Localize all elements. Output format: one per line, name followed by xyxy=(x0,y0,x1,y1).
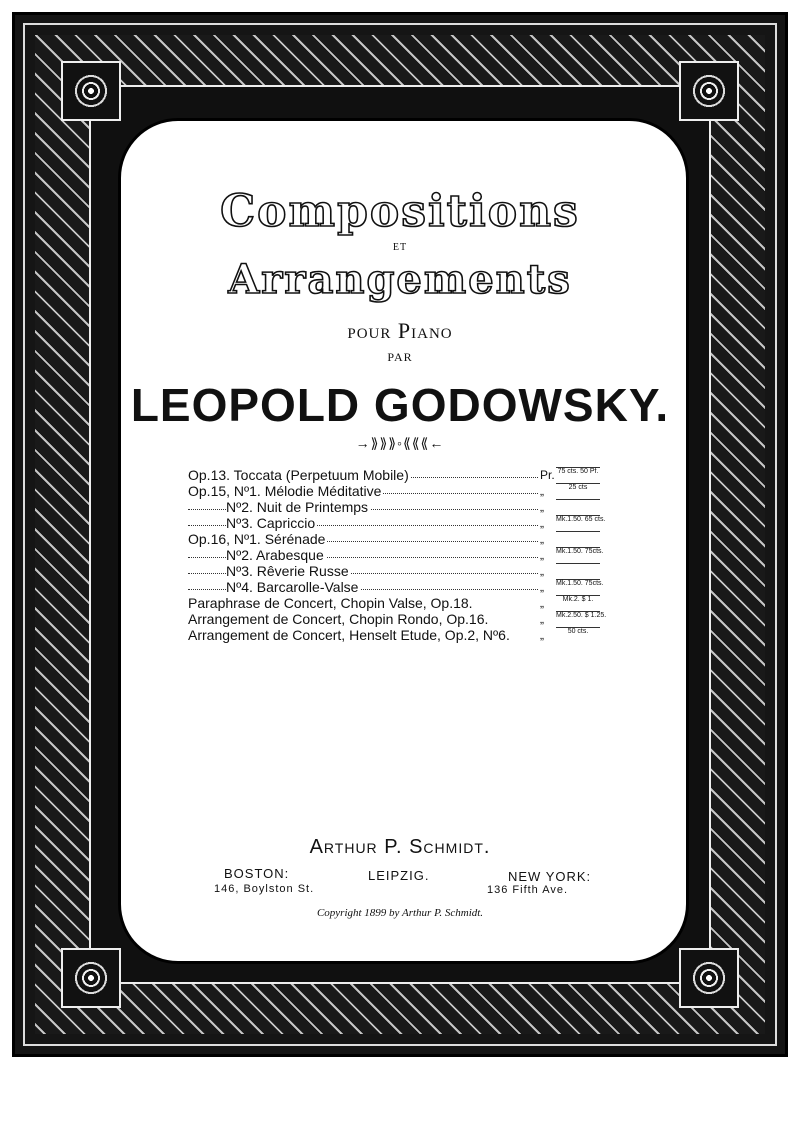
publisher-name: Arthur P. Schmidt. xyxy=(309,836,491,858)
list-item: Op.16, Nº1. Sérénade „ xyxy=(188,531,608,547)
title-et: ET xyxy=(392,242,408,253)
ornament-divider: →⟫⟫⟫◦⟪⟪⟪← xyxy=(355,437,445,452)
composer-name: LEOPOLD GODOWSKY. xyxy=(130,379,670,431)
title-line1: Compositions xyxy=(220,186,580,237)
corner-rosette xyxy=(61,61,121,121)
subtitle-pour-piano: pour Piano xyxy=(347,318,453,343)
title-line2: Arrangements xyxy=(228,256,572,303)
city-new-york: NEW YORK: xyxy=(508,869,592,884)
city-leipzig: LEIPZIG. xyxy=(368,868,430,883)
list-item: Nº3. Capriccio „ Mk.1.50. 65 cts. xyxy=(188,515,608,531)
city-boston: BOSTON: xyxy=(224,866,290,881)
copyright-notice: Copyright 1899 by Arthur P. Schmidt. xyxy=(316,907,484,919)
list-item: Paraphrase de Concert, Chopin Valse, Op.18. „ Mk.2. $ 1. xyxy=(188,595,608,611)
corner-rosette xyxy=(679,948,739,1008)
subtitle-par: PAR xyxy=(387,350,413,364)
list-item: Arrangement de Concert, Henselt Etude, Op.2, Nº6. „ 50 cts. xyxy=(188,627,608,643)
list-item: Nº2. Nuit de Printemps „ xyxy=(188,499,608,515)
address-new-york: 136 Fifth Ave. xyxy=(487,884,569,896)
list-item: Nº4. Barcarolle-Valse „ Mk.1.50. 75cts. xyxy=(188,579,608,595)
list-item: Op.15, Nº1. Mélodie Méditative „ 25 cts xyxy=(188,483,608,499)
list-item: Arrangement de Concert, Chopin Rondo, Op.16. „ Mk.2.50. $ 1.25. xyxy=(188,611,607,627)
corner-rosette xyxy=(61,948,121,1008)
list-item: Nº2. Arabesque „ Mk.1.50. 75cts. xyxy=(188,547,608,563)
address-boston: 146, Boylston St. xyxy=(214,883,315,895)
list-item: Op.13. Toccata (Perpetuum Mobile) Pr. 75 cts. 50 Pf. xyxy=(188,467,599,483)
corner-rosette xyxy=(679,61,739,121)
list-item: Nº3. Rêverie Russe „ xyxy=(188,563,608,579)
works-list xyxy=(188,467,608,643)
